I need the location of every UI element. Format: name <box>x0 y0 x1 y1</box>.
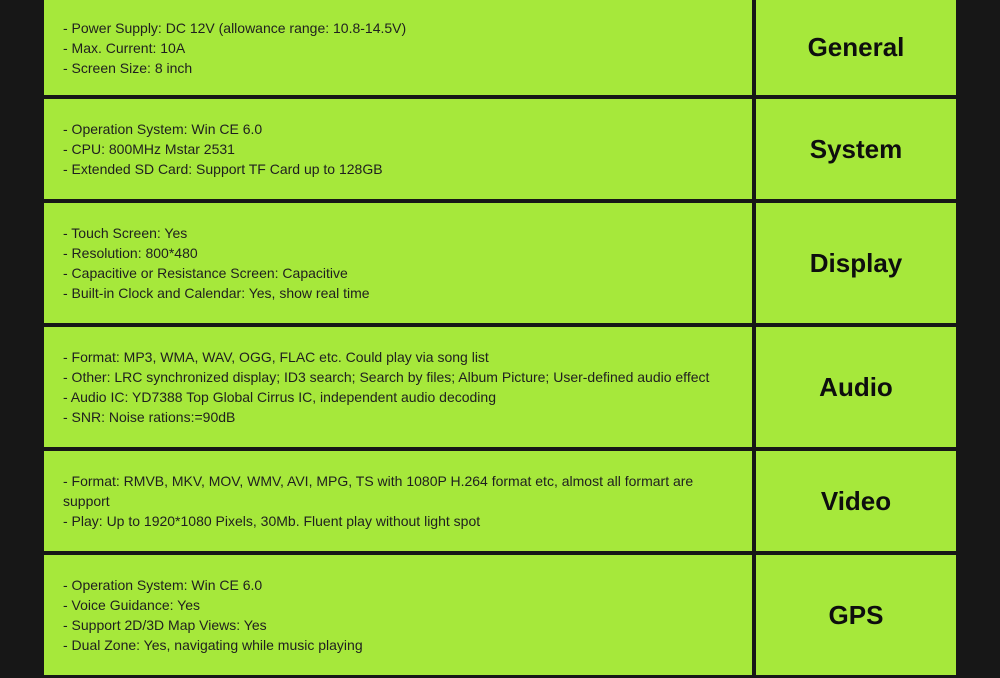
spec-line: - Operation System: Win CE 6.0 <box>63 121 263 137</box>
spec-line: - Resolution: 800*480 <box>63 245 198 261</box>
spec-details <box>44 0 752 95</box>
spec-row-gps <box>44 555 956 675</box>
spec-row-audio <box>44 327 956 447</box>
spec-category: GPS <box>756 555 956 675</box>
spec-category: Audio <box>756 327 956 447</box>
spec-details <box>44 203 752 323</box>
spec-line: - SNR: Noise rations:=90dB <box>63 409 236 425</box>
spec-category: Video <box>756 451 956 551</box>
spec-line: - Capacitive or Resistance Screen: Capacitive <box>63 265 348 281</box>
spec-details <box>44 99 752 199</box>
spec-row-video <box>44 451 956 551</box>
spec-line: - Max. Current: 10A <box>63 39 186 56</box>
spec-details <box>44 327 752 447</box>
spec-details <box>44 451 752 551</box>
spec-line: - Format: RMVB, MKV, MOV, WMV, AVI, MPG, TS with 1080P H.264 format etc, almost all formart are support <box>63 473 694 509</box>
spec-line: - Play: Up to 1920*1080 Pixels, 30Mb. Fluent play without light spot <box>63 513 481 529</box>
spec-line: - Built-in Clock and Calendar: Yes, show real time <box>63 285 370 301</box>
spec-line: - Format: MP3, WMA, WAV, OGG, FLAC etc. Could play via song list <box>63 349 489 365</box>
spec-line: - Voice Guidance: Yes <box>63 597 200 613</box>
spec-line: - Touch Screen: Yes <box>63 225 188 241</box>
spec-line: - CPU: 800MHz Mstar 2531 <box>63 141 235 157</box>
spec-category: Display <box>756 203 956 323</box>
spec-line: - Dual Zone: Yes, navigating while music playing <box>63 637 363 653</box>
spec-line: - Audio IC: YD7388 Top Global Cirrus IC, independent audio decoding <box>63 389 496 405</box>
spec-line: - Power Supply: DC 12V (allowance range: 10.8-14.5V) <box>63 19 407 36</box>
spec-details <box>44 555 752 675</box>
spec-row-system <box>44 99 956 199</box>
spec-row-display <box>44 203 956 323</box>
spec-line: - Extended SD Card: Support TF Card up to 128GB <box>63 161 383 177</box>
spec-line: - Screen Size: 8 inch <box>63 59 193 76</box>
spec-line: - Other: LRC synchronized display; ID3 search; Search by files; Album Picture; User-defined audio effect <box>63 369 710 385</box>
spec-line: - Operation System: Win CE 6.0 <box>63 577 263 593</box>
spec-row-general <box>44 0 956 95</box>
spec-category: System <box>756 99 956 199</box>
spec-category: General <box>756 0 956 95</box>
spec-line: - Support 2D/3D Map Views: Yes <box>63 617 267 633</box>
